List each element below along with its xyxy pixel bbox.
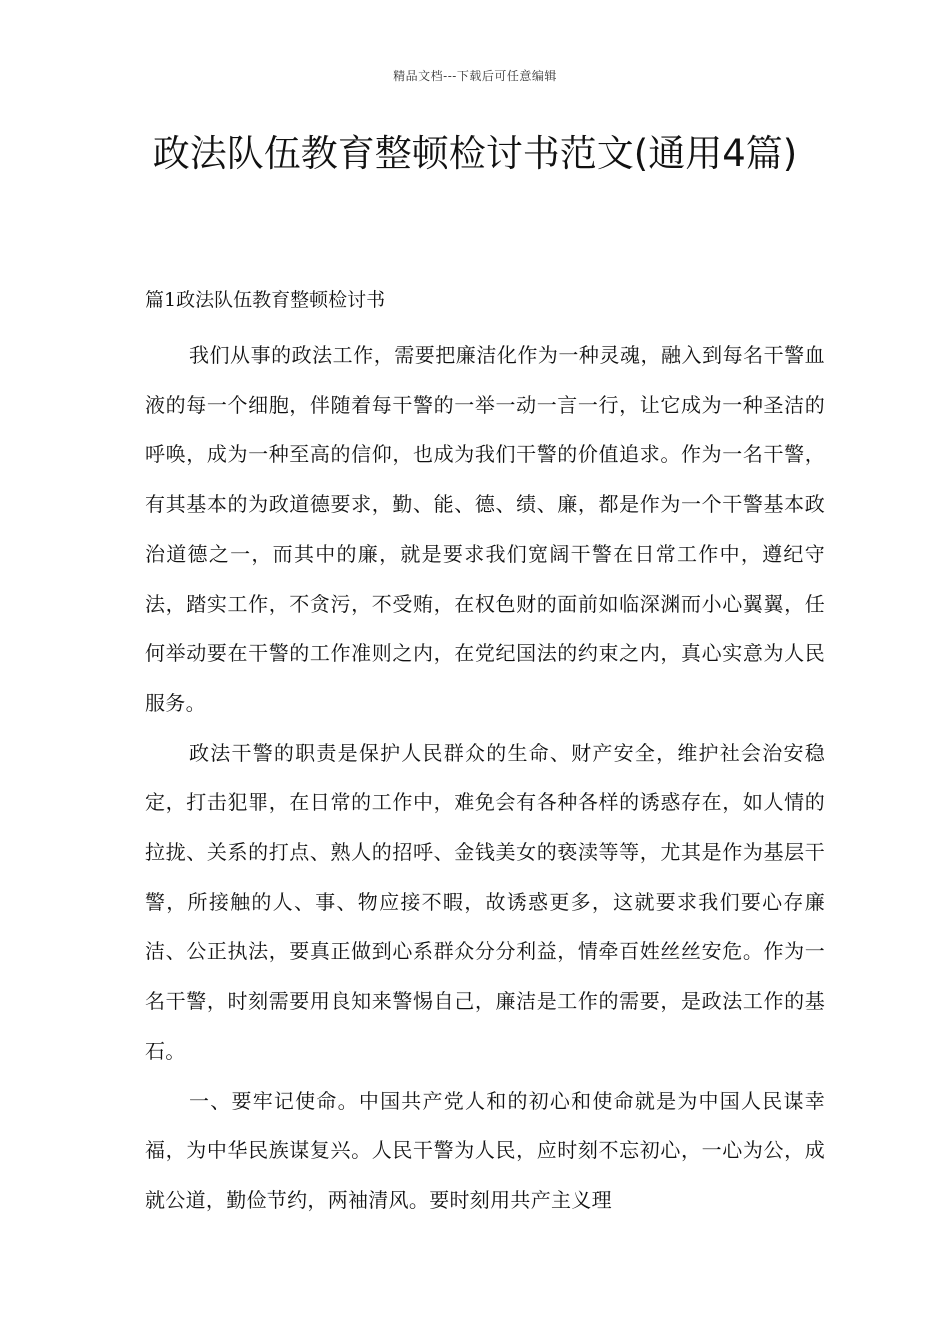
header-note: 精品文档---下载后可任意编辑 [393, 69, 557, 83]
paragraph: 一、要牢记使命。中国共产党人和的初心和使命就是为中国人民谋幸福，为中华民族谋复兴。人民干警为人民，应时刻不忘初心，一心为公，成就公道，勤俭节约，两袖清风。要时刻用共产主义理 [145, 1088, 825, 1212]
body-text [145, 331, 825, 1226]
document-title: 政法队伍教育整顿检讨书范文(通用4篇) [152, 132, 798, 175]
section-heading: 篇1政法队伍教育整顿检讨书 [145, 289, 386, 311]
paragraph: 我们从事的政法工作，需要把廉洁化作为一种灵魂，融入到每名干警血液的每一个细胞，伴随着每干警的一举一动一言一行，让它成为一种圣洁的呼唤，成为一种至高的信仰，也成为我们干警的价值追求。作为一名干警，有其基本的为政道德要求，勤、能、德、绩、廉，都是作为一个干警基本政治道德之一，而其中的廉，就是要求我们宽阔干警在日常工作中，遵纪守法，踏实工作，不贪污，不受贿，在权色财的面前如临深渊而小心翼翼，任何举动要在干警的工作准则之内，在党纪国法的约束之内，真心实意为人民服务。 [145, 343, 825, 715]
paragraph: 政法干警的职责是保护人民群众的生命、财产安全，维护社会治安稳定，打击犯罪，在日常的工作中，难免会有各种各样的诱惑存在，如人情的拉拢、关系的打点、熟人的招呼、金钱美女的亵渎等等，尤其是作为基层干警，所接触的人、事、物应接不暇，故诱惑更多，这就要求我们要心存廉洁、公正执法，要真正做到心系群众分分利益，情牵百姓丝丝安危。作为一名干警，时刻需要用良知来警惕自己，廉洁是工作的需要，是政法工作的基石。 [145, 740, 825, 1063]
